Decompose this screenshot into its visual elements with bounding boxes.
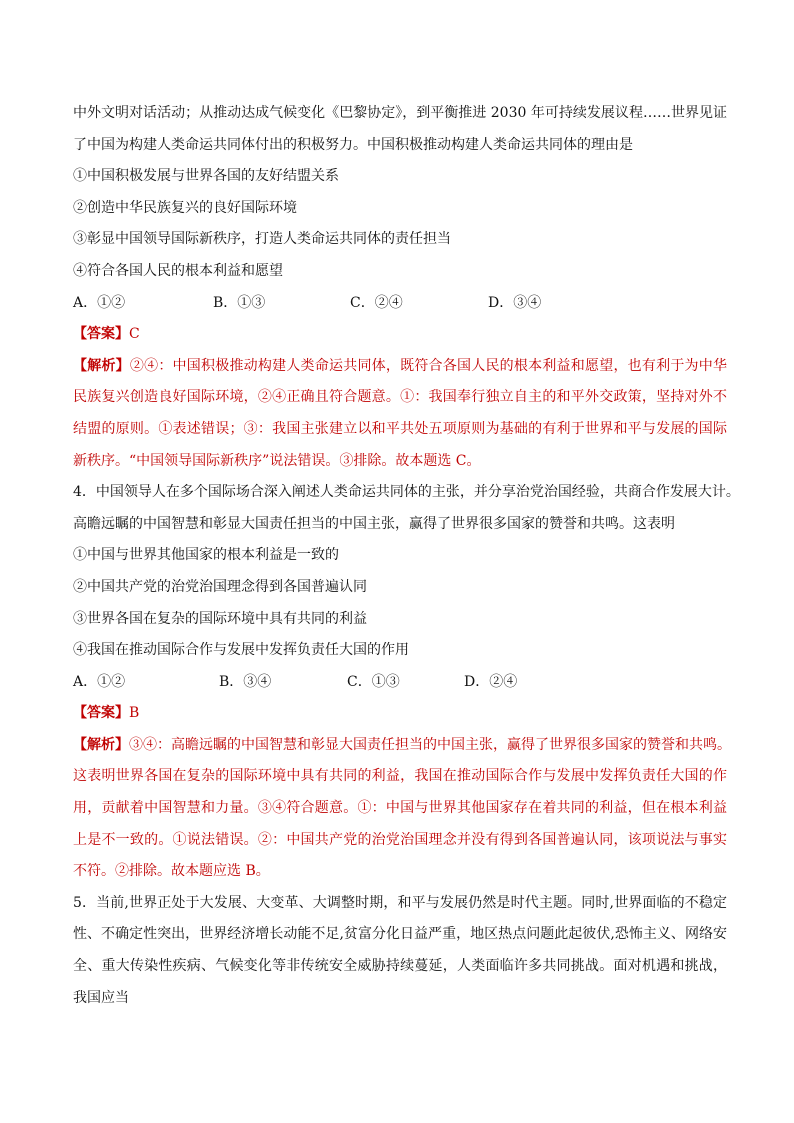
q4-stem-line: 高瞻远瞩的中国智慧和彰显大国责任担当的中国主张，赢得了世界很多国家的赞誉和共鸣。这表明 bbox=[73, 515, 675, 532]
q4-analysis-text: ③④：高瞻远瞩的中国智慧和彰显大国责任担当的中国主张，赢得了世界很多国家的赞誉和共鸣。 bbox=[129, 736, 731, 753]
q4-analysis-line: 上是不一致的。①说法错误。②：中国共产党的治党治国理念并没有得到各国普遍认同，该项说法与事实 bbox=[73, 831, 727, 848]
q3-option-b: B．①③ bbox=[213, 294, 266, 311]
q4-analysis-label: 【解析】 bbox=[73, 736, 129, 753]
q4-analysis-line bbox=[73, 730, 731, 762]
q5-stem-line: 性、不确定性突出，世界经济增长动能不足,贫富分化日益严重，地区热点问题此起彼伏,恐怖主义、网络安 bbox=[73, 926, 727, 943]
q4-answer-label: 【答案】 bbox=[73, 705, 129, 722]
q4-item: ③世界各国在复杂的国际环境中具有共同的利益 bbox=[73, 610, 367, 627]
q4-options bbox=[73, 667, 727, 699]
q3-option-d: D．③④ bbox=[488, 294, 542, 311]
q4-analysis-line: 不符。②排除。故本题应选 B。 bbox=[73, 863, 270, 880]
q3-item: ①中国积极发展与世界各国的友好结盟关系 bbox=[73, 168, 339, 185]
q3-item: ④符合各国人民的根本利益和愿望 bbox=[73, 262, 283, 279]
q4-answer-value: B bbox=[129, 705, 140, 722]
q3-options bbox=[73, 288, 727, 320]
q3-stem-line: 中外文明对话活动；从推动达成气候变化《巴黎协定》，到平衡推进 2030 年可持续发展议程……世界见证 bbox=[73, 105, 727, 121]
q3-analysis-line: 结盟的原则。①表述错误；③：我国主张建立以和平共处五项原则为基础的有利于世界和平与发展的国际 bbox=[73, 420, 727, 437]
q4-item: ②中国共产党的治党治国理念得到各国普遍认同 bbox=[73, 578, 367, 595]
q3-answer bbox=[73, 319, 727, 351]
q4-item: ①中国与世界其他国家的根本利益是一致的 bbox=[73, 547, 339, 564]
q4-option-a: A．①② bbox=[73, 673, 126, 690]
q4-option-b: B．③④ bbox=[219, 673, 272, 690]
q4-answer bbox=[73, 698, 727, 730]
q3-option-a: A．①② bbox=[73, 294, 126, 311]
q3-answer-value: C bbox=[129, 326, 140, 343]
q5-stem-line: 我国应当 bbox=[73, 989, 129, 1006]
q3-stem-line: 了中国为构建人类命运共同体付出的积极努力。中国积极推动构建人类命运共同体的理由是 bbox=[73, 136, 633, 153]
q5-stem-line: 5．当前,世界正处于大发展、大变革、大调整时期，和平与发展仍然是时代主题。同时,世界面临的不稳定 bbox=[73, 894, 727, 911]
q3-analysis-line bbox=[73, 351, 727, 383]
q4-analysis-line: 这表明世界各国在复杂的国际环境中具有共同的利益，我国在推动国际合作与发展中发挥负责任大国的作 bbox=[73, 768, 727, 785]
document-content bbox=[73, 98, 740, 1014]
q5-stem-line: 全、重大传染性疾病、气候变化等非传统安全威胁持续蔓延，人类面临许多共同挑战。面对机遇和挑战， bbox=[73, 958, 727, 975]
q3-analysis-line: 新秩序。“中国领导国际新秩序”说法错误。③排除。故本题选 C。 bbox=[73, 452, 481, 469]
q4-stem-line: 4．中国领导人在多个国际场合深入阐述人类命运共同体的主张，并分享治党治国经验，共商合作发展大计。 bbox=[73, 484, 740, 501]
q3-answer-label: 【答案】 bbox=[73, 326, 129, 343]
q3-item: ③彰显中国领导国际新秩序，打造人类命运共同体的责任担当 bbox=[73, 231, 451, 248]
q3-analysis-label: 【解析】 bbox=[73, 357, 130, 374]
q3-analysis-line: 民族复兴创造良好国际环境，②④正确且符合题意。①：我国奉行独立自主的和平外交政策，坚持对外不 bbox=[73, 389, 727, 406]
q3-item: ②创造中华民族复兴的良好国际环境 bbox=[73, 199, 297, 216]
q3-option-c: C．②④ bbox=[350, 294, 403, 311]
q4-item: ④我国在推动国际合作与发展中发挥负责任大国的作用 bbox=[73, 642, 409, 659]
q4-option-d: D．②④ bbox=[464, 673, 518, 690]
q4-option-c: C．①③ bbox=[347, 673, 400, 690]
q3-analysis-text: ②④：中国积极推动构建人类命运共同体，既符合各国人民的根本利益和愿望，也有利于为中华 bbox=[129, 357, 727, 374]
q4-analysis-line: 用，贡献着中国智慧和力量。③④符合题意。①：中国与世界其他国家存在着共同的利益，但在根本利益 bbox=[73, 800, 727, 817]
